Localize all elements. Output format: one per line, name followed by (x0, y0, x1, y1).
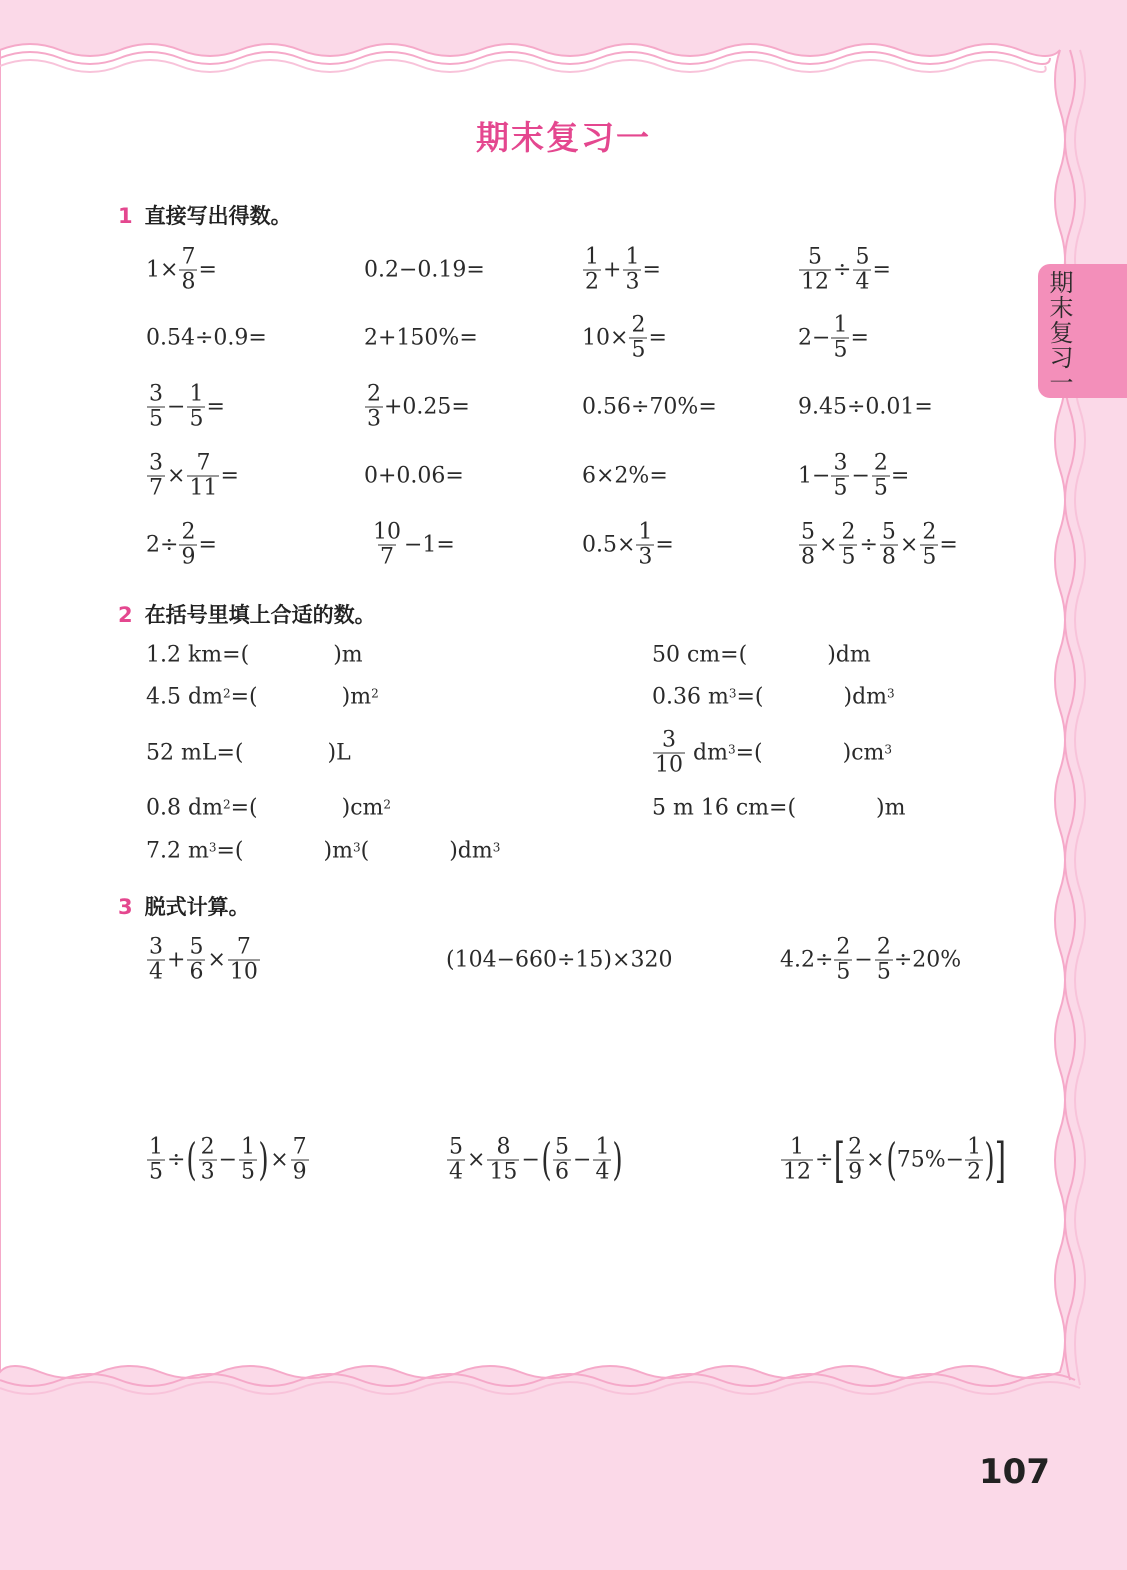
q1-item: 3 5 − $\frac{1}{5}$ = (149, 381, 225, 432)
fraction: $\frac{3}{5}$ (833, 450, 848, 501)
fraction: $\frac{2}{5}$ (836, 934, 851, 985)
q3-item: (104−660÷15)×320 (446, 947, 673, 973)
fraction: $\frac{3}{7}$ (149, 450, 163, 501)
section-2-heading (118, 599, 376, 629)
q1-item: 2+150%= (364, 325, 478, 351)
q1-item: 0.56÷70%= (582, 394, 717, 420)
fraction: $\frac{8}{15}$ (489, 1134, 518, 1185)
side-tab-label: 期末复习一 (1045, 270, 1073, 395)
section-number: 2 (118, 603, 133, 627)
fraction: 10 7 (373, 519, 401, 570)
q3-item: $\frac{1}{12}$ ÷ [ $\frac{2}{9}$ × ( 75%− $\frac{1}{2}$ ) ] (783, 1132, 1007, 1188)
fraction: $\frac{2}{5}$ (841, 519, 856, 570)
fraction: $\frac{1}{12}$ (783, 1134, 811, 1185)
fraction: $\frac{5}{4}$ (449, 1134, 463, 1185)
q1-item: 0.5× $\frac{1}{3}$ = (582, 519, 674, 570)
fraction: $\frac{5}{8}$ (801, 519, 815, 570)
fraction: $\frac{7}{8}$ (181, 244, 196, 295)
q3-item: $\frac{1}{5}$ ÷ ( 2 3 − $\frac{1}{5}$ ) × $\frac{7}{9}$ (149, 1134, 307, 1185)
q2-item: 1.2 km=( )m (146, 642, 363, 668)
q1-item: 0.2−0.19= (364, 257, 485, 283)
q3-item: 4.2÷ $\frac{2}{5}$ − $\frac{2}{5}$ ÷20% (780, 934, 962, 985)
q1-item: 2÷ $\frac{2}{9}$ = (146, 519, 217, 570)
q1-item: 6×2%= (582, 463, 668, 489)
q2-item: 0.8 dm $^2$ =( )cm $^2$ (146, 795, 392, 821)
fraction: $\frac{2}{5}$ (922, 519, 937, 570)
section-1-heading (118, 200, 292, 230)
q2-item: 3 10 dm $^3$ =( )cm $^3$ (655, 727, 893, 778)
q1-item: 1× $\frac{7}{8}$ = (146, 244, 217, 295)
fraction: $\frac{2}{9}$ (181, 519, 196, 570)
q1-item: 0+0.06= (364, 463, 464, 489)
fraction: $\frac{1}{2}$ (967, 1134, 982, 1185)
fraction: 3 5 (149, 381, 163, 432)
q2-item: 4.5 dm $^2$ =( )m $^2$ (146, 684, 379, 710)
fraction: 3 10 (655, 727, 683, 778)
fraction: $\frac{7}{11}$ (189, 450, 218, 501)
fraction: $\frac{5}{8}$ (881, 519, 896, 570)
page-title: 期末复习一 (476, 118, 651, 157)
q1-item: 0.54÷0.9= (146, 325, 267, 351)
q1-item: 10 7 −1= (373, 519, 455, 570)
q3-item: 3 4 + $\frac{5}{6}$ × $\frac{7}{10}$ (149, 934, 258, 985)
q1-item: 1− $\frac{3}{5}$ − $\frac{2}{5}$ = (798, 450, 910, 501)
fraction: 2 3 (200, 1134, 215, 1185)
section-title: 脱式计算。 (144, 895, 250, 919)
q1-item: 2 3 +0.25= (367, 381, 470, 432)
fraction: $\frac{7}{10}$ (229, 934, 258, 985)
fraction: $\frac{1}{3}$ (638, 519, 653, 570)
section-3-heading (118, 891, 250, 921)
fraction: $\frac{1}{5}$ (149, 1134, 163, 1185)
q2-item: 52 mL=( )L (146, 740, 351, 766)
q2-item: 7.2 m $^3$ =( )m $^3$ ( )dm $^3$ (146, 838, 501, 864)
q1-item: $\frac{5}{12}$ ÷ $\frac{5}{4}$ = (801, 244, 891, 295)
fraction: 3 4 (149, 934, 163, 985)
q1-item: 9.45÷0.01= (798, 394, 933, 420)
q2-item: 5 m 16 cm=( )m (652, 795, 906, 821)
fraction: $\frac{2}{5}$ (631, 312, 646, 363)
fraction: $\frac{2}{5}$ (873, 450, 888, 501)
fraction: $\frac{2}{9}$ (848, 1134, 863, 1185)
section-title: 在括号里填上合适的数。 (144, 603, 376, 627)
q2-item: 50 cm=( )dm (652, 642, 871, 668)
fraction: $\frac{7}{9}$ (292, 1134, 307, 1185)
fraction: $\frac{5}{4}$ (855, 244, 870, 295)
q1-item: $\frac{5}{8}$ × $\frac{2}{5}$ ÷ $\frac{5}{8}$ × $\frac{2}{5}$ = (801, 519, 958, 570)
section-title: 直接写出得数。 (144, 204, 292, 228)
fraction: $\frac{1}{5}$ (833, 312, 848, 363)
fraction: $\frac{2}{5}$ (876, 934, 891, 985)
q1-item: 10× $\frac{2}{5}$ = (582, 312, 667, 363)
q1-item: $\frac{3}{7}$ × $\frac{7}{11}$ = (149, 450, 239, 501)
fraction: $\frac{1}{5}$ (241, 1134, 256, 1185)
q1-item: 2− $\frac{1}{5}$ = (798, 312, 869, 363)
section-number: 3 (118, 895, 133, 919)
fraction: 1 2 (585, 244, 599, 295)
fraction: 5 6 (555, 1134, 570, 1185)
q2-item: 0.36 m $^3$ =( )dm $^3$ (652, 684, 895, 710)
q3-item: $\frac{5}{4}$ × $\frac{8}{15}$ − ( 5 6 − $\frac{1}{4}$ ) (449, 1134, 624, 1185)
page-number: 107 (979, 1452, 1050, 1492)
fraction: $\frac{1}{3}$ (625, 244, 640, 295)
fraction: $\frac{5}{6}$ (189, 934, 204, 985)
fraction: $\frac{1}{5}$ (189, 381, 204, 432)
q1-item: 1 2 + $\frac{1}{3}$ = (585, 244, 661, 295)
fraction: $\frac{5}{12}$ (801, 244, 829, 295)
section-number: 1 (118, 204, 133, 228)
fraction: $\frac{1}{4}$ (595, 1134, 610, 1185)
fraction: 2 3 (367, 381, 381, 432)
